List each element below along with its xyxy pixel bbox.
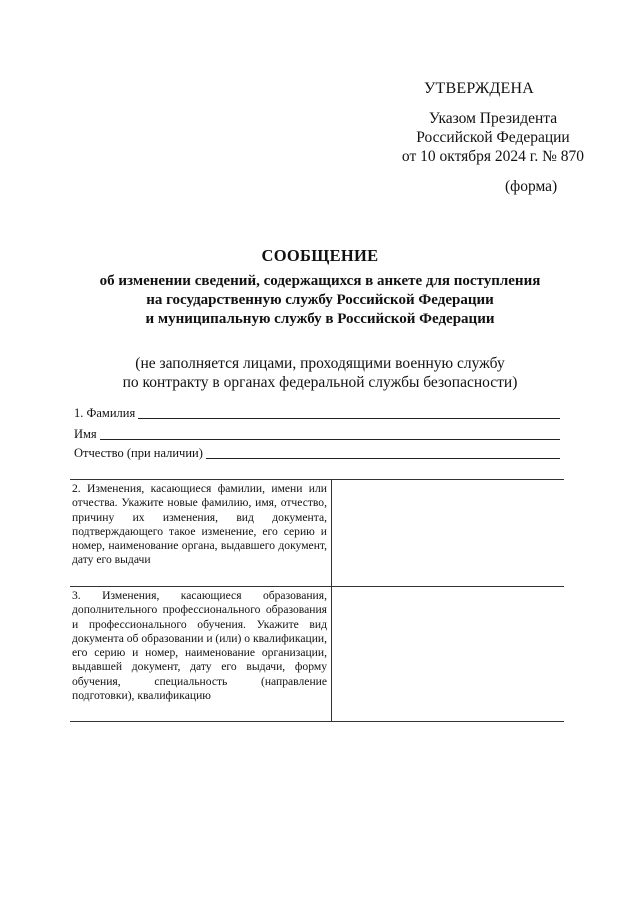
- name-input-line[interactable]: [100, 427, 560, 440]
- subtitle-line-2: на государственную службу Российской Федерации: [146, 292, 494, 308]
- surname-field[interactable]: [74, 406, 560, 421]
- table-row: [70, 480, 564, 587]
- note-line-1: (не заполняется лицами, проходящими военную службу: [135, 355, 505, 372]
- approval-line-1: Указом Президента: [428, 110, 558, 127]
- patronymic-input-line[interactable]: [206, 446, 560, 459]
- document-title: СООБЩЕНИЕ: [261, 246, 379, 265]
- approval-line-3: от 10 октября 2024 г. № 870: [401, 148, 585, 165]
- patronymic-label: Отчество (при наличии): [74, 446, 203, 460]
- approval-heading: УТВЕРЖДЕНА: [424, 80, 535, 97]
- changes-table: [70, 479, 564, 722]
- answer-cell[interactable]: [332, 587, 565, 722]
- note-line-2: по контракту в органах федеральной службы безопасности): [122, 374, 518, 391]
- question-cell: 3. Изменения, касающиеся образования, дополнительного профессионального образования и профессионального обучения. Укажите вид документа об образовании и (или) о квалификации, его серию и номер, наименование организации, выдавшей документ, дату его выдачи, форму обучения, специальность (направление подготовки), квалификацию: [70, 587, 332, 722]
- table-row: [70, 587, 564, 722]
- form-label: (форма): [505, 178, 558, 195]
- approval-block: [398, 80, 588, 166]
- surname-label: 1. Фамилия: [74, 406, 136, 420]
- patronymic-field[interactable]: [74, 446, 560, 461]
- answer-cell[interactable]: [332, 480, 565, 587]
- document-note: [60, 354, 580, 392]
- approval-line-2: Российской Федерации: [416, 129, 570, 146]
- name-label: Имя: [74, 427, 97, 441]
- document-subtitle: [60, 272, 580, 329]
- subtitle-line-1: об изменении сведений, содержащихся в анкете для поступления: [99, 273, 541, 289]
- surname-input-line[interactable]: [138, 406, 560, 419]
- subtitle-line-3: и муниципальную службу в Российской Федерации: [145, 311, 495, 327]
- question-cell: 2. Изменения, касающиеся фамилии, имени или отчества. Укажите новые фамилию, имя, отчество, причину их изменения, вид документа, подтверждающего такое изменение, его серию и номер, наименование органа, выдавшего документ, дату его выдачи: [70, 480, 332, 587]
- name-field[interactable]: [74, 427, 560, 442]
